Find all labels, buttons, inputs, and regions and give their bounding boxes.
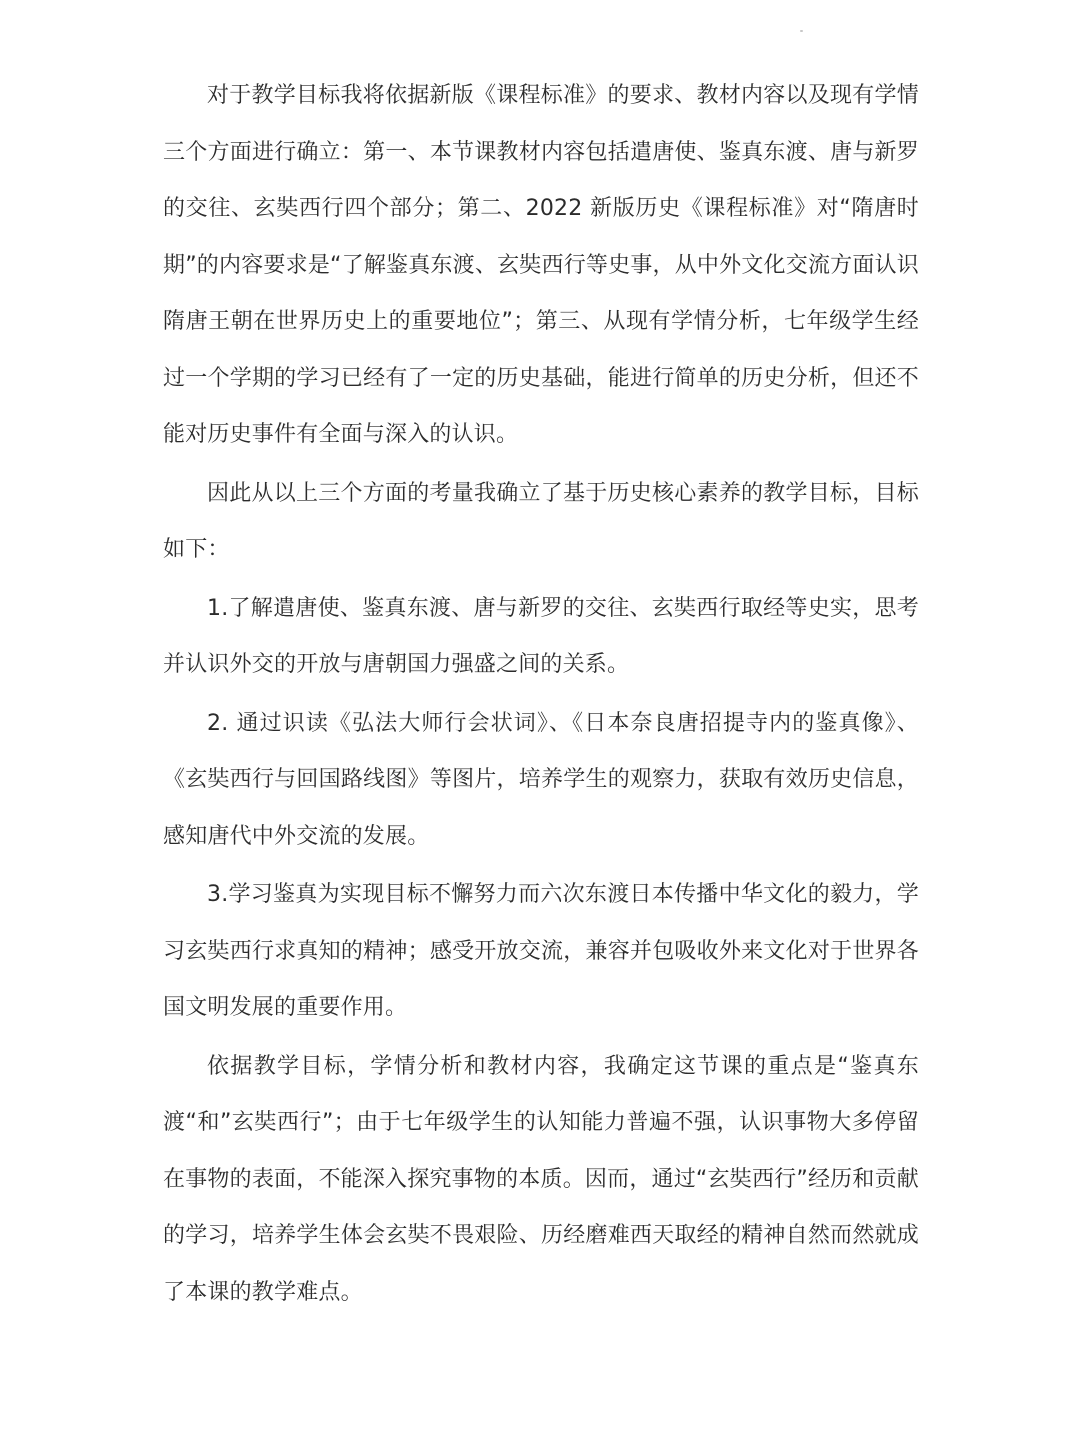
paragraph-key-and-difficult-points: 依据教学目标，学情分析和教材内容，我确定这节课的重点是“鉴真东渡“和”玄奘西行”；由于七年级学生的认知能力普遍不强，认识事物大多停留在事物的表面，不能深入探究事物的本质。因而，通过“玄奘西行”经历和贡献的学习，培养学生体会玄奘不畏艰险、历经磨难西天取经的精神自然而然就成了本课的教学难点。 xyxy=(163,1053,919,1305)
paragraph-objective-2: 2. 通过识读《弘法大师行会状词》、《日本奈良唐招提寺内的鉴真像》、《玄奘西行与回国路线图》等图片，培养学生的观察力，获取有效历史信息，感知唐代中外交流的发展。 xyxy=(163,710,919,849)
paragraph-objective-1: 1.了解遣唐使、鉴真东渡、唐与新罗的交往、玄奘西行取经等史实，思考并认识外交的开放与唐朝国力强盛之间的关系。 xyxy=(163,595,919,677)
paragraph-objectives-intro: 因此从以上三个方面的考量我确立了基于历史核心素养的教学目标，目标如下： xyxy=(163,480,919,562)
paragraph-teaching-objective-basis: 对于教学目标我将依据新版《课程标准》的要求、教材内容以及现有学情三个方面进行确立：第一、本节课教材内容包括遣唐使、鉴真东渡、唐与新罗的交往、玄奘西行四个部分；第二、2022 新版历史《课程标准》对“隋唐时期”的内容要求是“了解鉴真东渡、玄奘西行等史事，从中外文化交流方面认识隋唐王朝在世界历史上的重要地位”；第三、从现有学情分析，七年级学生经过一个学期的学习已经有了一定的历史基础，能进行简单的历史分析，但还不能对历史事件有全面与深入的认识。 xyxy=(163,83,919,447)
paragraph-objective-3: 3.学习鉴真为实现目标不懈努力而六次东渡日本传播中华文化的毅力，学习玄奘西行求真知的精神；感受开放交流，兼容并包吸收外来文化对于世界各国文明发展的重要作用。 xyxy=(163,882,919,1020)
scan-speck xyxy=(800,30,803,32)
document-body xyxy=(163,68,919,1321)
